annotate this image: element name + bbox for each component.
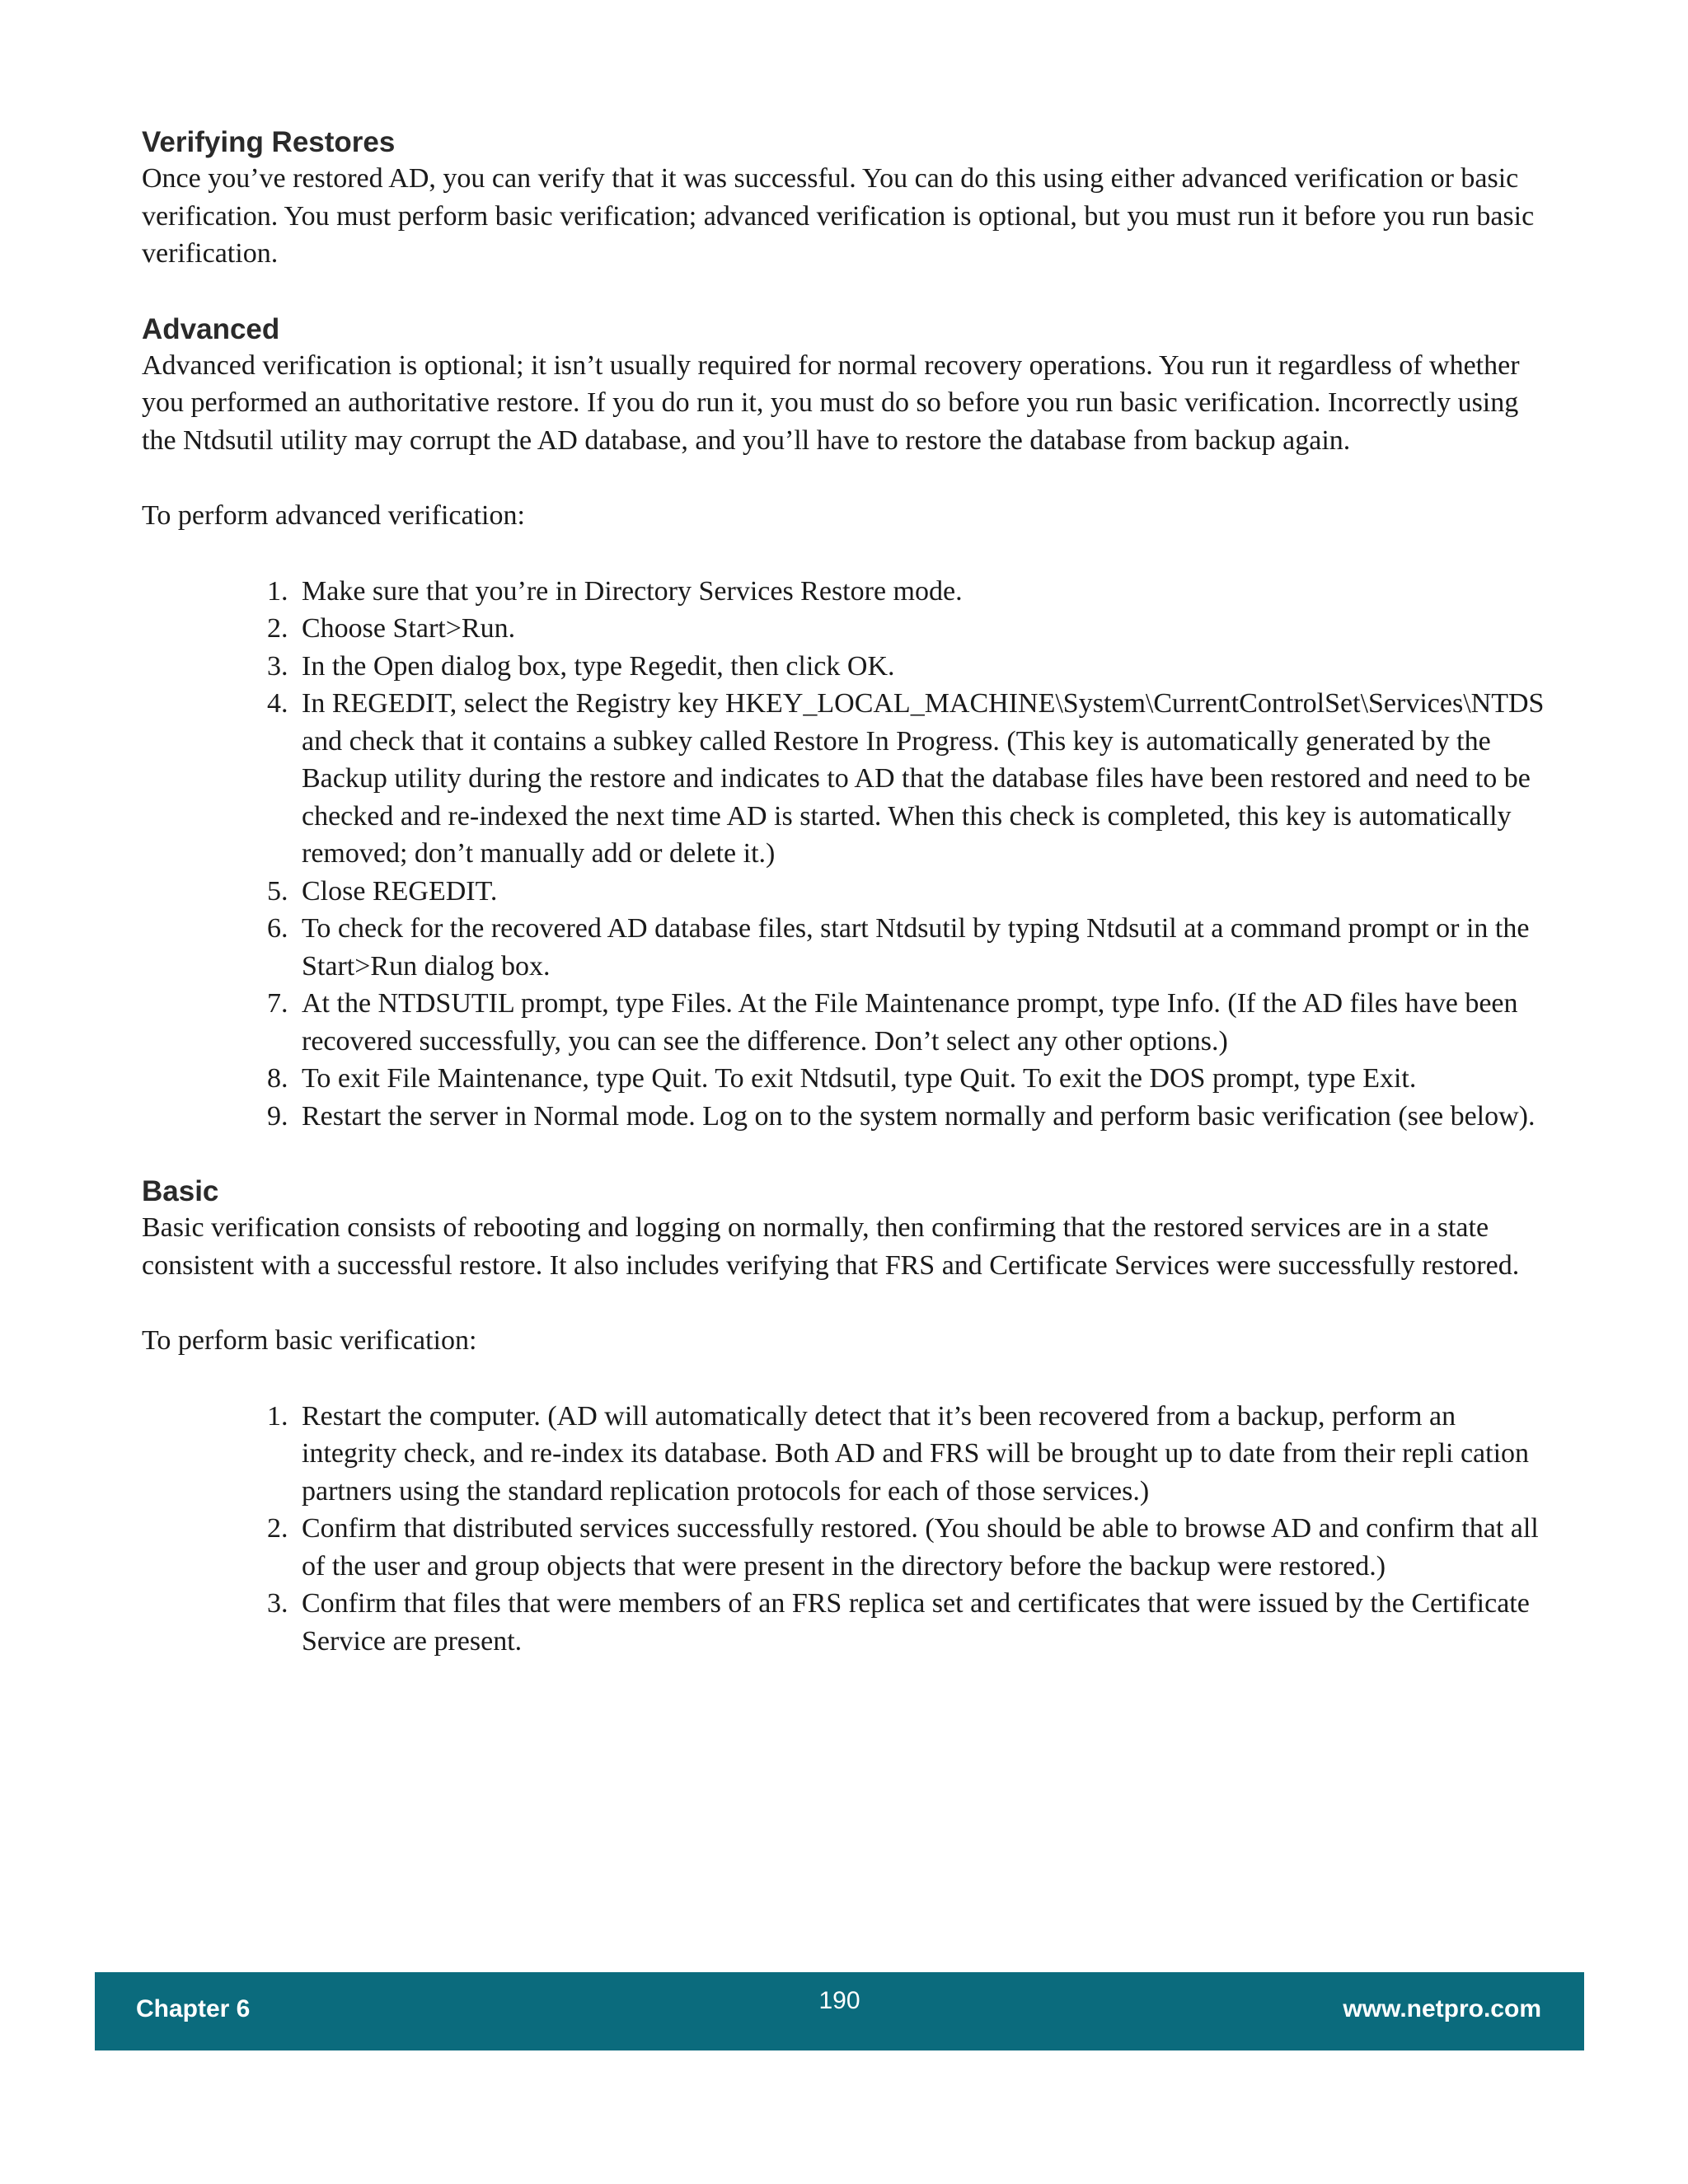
list-item: 5. Close REGEDIT. xyxy=(267,875,498,907)
section-heading-verifying-restores: Verifying Restores xyxy=(142,126,396,158)
verifying-restores-paragraph: Once you’ve restored AD, you can verify that it was successful. You can do this using either advanced verification or basic verification. You must perform basic verification; advanced verification is optional, but you must run it before you run basic verification. xyxy=(142,163,1535,269)
list-item: 3. Confirm that files that were members of an FRS replica set and certificates that were issued by the Certificate Service are present. xyxy=(267,1588,1530,1657)
advanced-intro: To perform advanced verification: xyxy=(142,500,525,531)
list-item: 3. In the Open dialog box, type Regedit, then click OK. xyxy=(267,650,895,682)
section-heading-advanced: Advanced xyxy=(142,312,280,345)
list-item: 2. Choose Start>Run. xyxy=(267,613,516,644)
footer-website: www.netpro.com xyxy=(1343,1995,1541,2022)
footer-page-number: 190 xyxy=(818,1987,860,2014)
list-item: 1. Restart the computer. (AD will automatically detect that it’s been recovered from a backup, perform an integrity check, and re-index its database. Both AD and FRS will be brought up to date from their repli cation partners using the standard replication protocols for each of those services.) xyxy=(267,1400,1530,1507)
list-item: 2. Confirm that distributed services successfully restored. (You should be able to browse AD and confirm that all of the user and group objects that were present in the directory before the backup were restored.) xyxy=(267,1513,1539,1582)
advanced-paragraph: Advanced verification is optional; it isn’t usually required for normal recovery operations. You run it regardless of whether you performed an authoritative restore. If you do run it, you must do so before you run basic verification. Incorrectly using the Ntdsutil utility may corrupt the AD database, and you’ll have to restore the database from backup again. xyxy=(142,349,1520,456)
advanced-steps-list xyxy=(142,573,1551,1136)
basic-intro: To perform basic verification: xyxy=(142,1325,477,1356)
page-footer xyxy=(95,1972,1584,2050)
footer-chapter: Chapter 6 xyxy=(136,1995,251,2022)
list-item: 9. Restart the server in Normal mode. Log on to the system normally and perform basic verification (see below). xyxy=(267,1100,1536,1132)
basic-paragraph: Basic verification consists of rebooting and logging on normally, then confirming that the restored services are in a state consistent with a successful restore. It also includes verifying that FRS and Certificate Services were successfully restored. xyxy=(142,1212,1520,1281)
list-item: 8. To exit File Maintenance, type Quit. To exit Ntdsutil, type Quit. To exit the DOS prompt, type Exit. xyxy=(267,1063,1417,1094)
list-item: 7. At the NTDSUTIL prompt, type Files. At the File Maintenance prompt, type Info. (If the AD files have been recovered successfully, you can see the difference. Don’t select any other options.) xyxy=(267,988,1518,1057)
list-item: 6. To check for the recovered AD database files, start Ntdsutil by typing Ntdsutil at a command prompt or in the Start>Run dialog box. xyxy=(267,913,1530,982)
list-item: 4. In REGEDIT, select the Registry key HKEY_LOCAL_MACHINE\System\CurrentControlSet\Services\NTDS and check that it contains a subkey called Restore In Progress. (This key is automatically generated by the Backup utility during the restore and indicates to AD that the database files have been restored and need to be checked and re-indexed the next time AD is started. When this check is completed, this key is automatically removed; don’t manually add or delete it.) xyxy=(267,688,1545,869)
basic-steps-list xyxy=(142,1398,1551,1661)
list-item: 1. Make sure that you’re in Directory Services Restore mode. xyxy=(267,575,963,607)
page-content xyxy=(142,125,1551,1660)
section-heading-basic: Basic xyxy=(142,1175,219,1207)
